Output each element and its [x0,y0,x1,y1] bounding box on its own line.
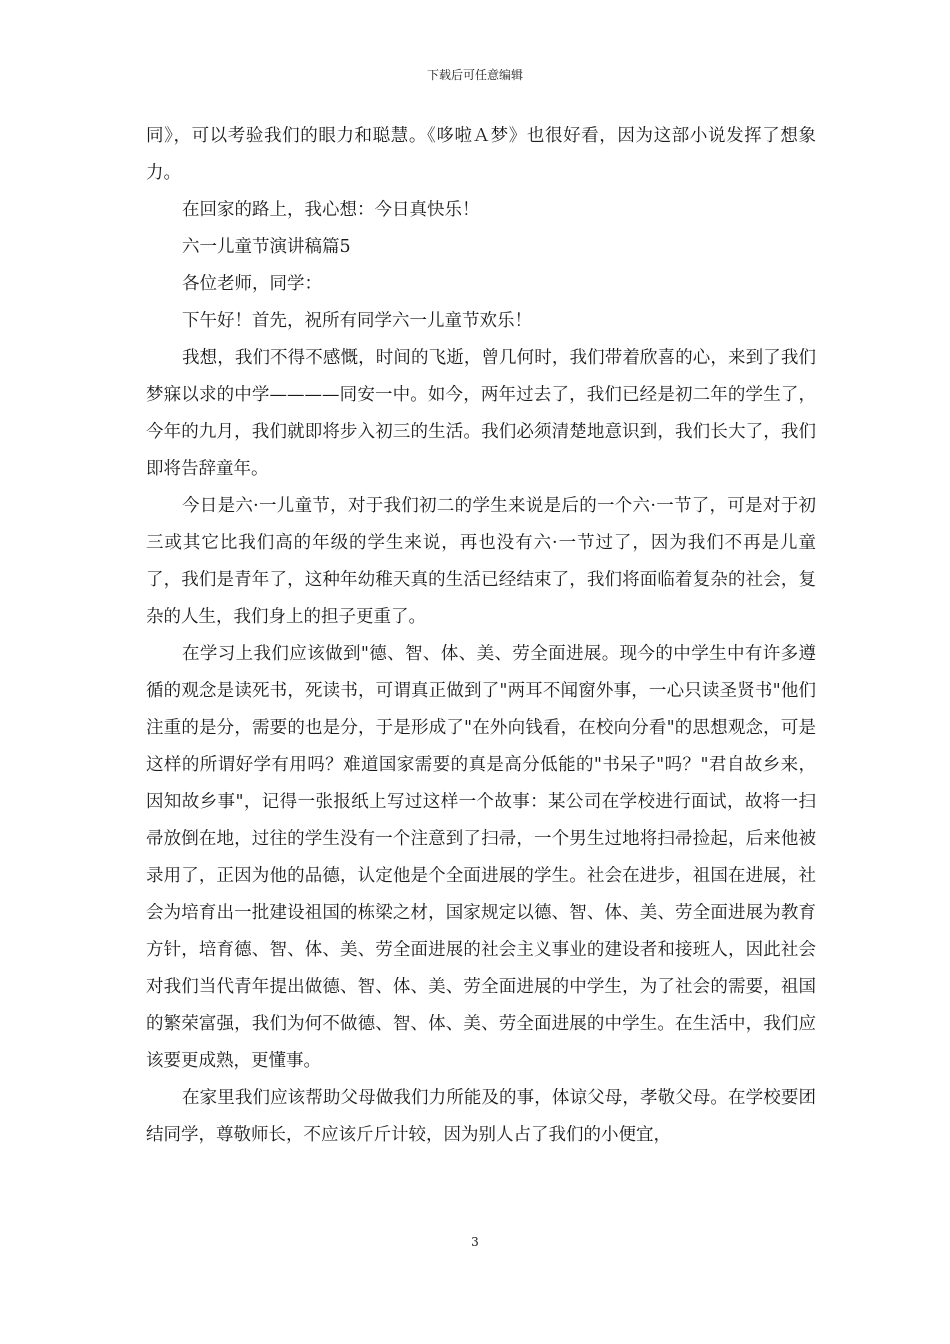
paragraph: 今日是六·一儿童节，对于我们初二的学生来说是后的一个六·一节了，可是对于初三或其它比我们高的年级的学生来说，再也没有六·一节过了，因为我们不再是儿童了，我们是青年了，这种年幼稚天真的生活已经结束了，我们将面临着复杂的社会，复杂的人生，我们身上的担子更重了。 [146,496,816,627]
salutation: 各位老师，同学： [182,274,322,294]
page-header: 下载后可任意编辑 [426,68,523,82]
greeting: 下午好！首先，祝所有同学六一儿童节欢乐！ [182,311,532,331]
paragraph: 在学习上我们应该做到"德、智、体、美、劳全面进展。现今的中学生中有许多遵循的观念是读死书，死读书，可谓真正做到了"两耳不闻窗外事，一心只读圣贤书"他们注重的是分，需要的也是分，于是形成了"在外向钱看，在校向分看"的思想观念，可是这样的所谓好学有用吗？难道国家需要的真是高分低能的"书呆子"吗？"君自故乡来，因知故乡事"，记得一张报纸上写过这样一个故事：某公司在学校进行面试，故将一扫帚放倒在地，过往的学生没有一个注意到了扫帚，一个男生过地将扫帚捡起，后来他被录用了，正因为他的品德，认定他是个全面进展的学生。社会在进步，祖国在进展，社会为培育出一批建设祖国的栋梁之材，国家规定以德、智、体、美、劳全面进展为教育方针，培育德、智、体、美、劳全面进展的社会主义事业的建设者和接班人，因此社会对我们当代青年提出做德、智、体、美、劳全面进展的中学生，为了社会的需要，祖国的繁荣富强，我们为何不做德、智、体、美、劳全面进展的中学生。在生活中，我们应该要更成熟，更懂事。 [146,644,816,1071]
page-number: 3 [471,1235,479,1249]
paragraph: 我想，我们不得不感慨，时间的飞逝，曾几何时，我们带着欣喜的心，来到了我们梦寐以求的中学————同安一中。如今，两年过去了，我们已经是初二年的学生了，今年的九月，我们就即将步入初三的生活。我们必须清楚地意识到，我们长大了，我们即将告辞童年。 [146,348,816,479]
document-body [146,118,816,1154]
section-heading: 六一儿童节演讲稿篇5 [182,237,351,257]
paragraph: 在家里我们应该帮助父母做我们力所能及的事，体谅父母，孝敬父母。在学校要团结同学，尊敬师长，不应该斤斤计较，因为别人占了我们的小便宜， [146,1088,816,1145]
paragraph: 在回家的路上，我心想：今日真快乐！ [182,200,480,220]
paragraph-continuation: 同》，可以考验我们的眼力和聪慧。《哆啦Ａ梦》也很好看，因为这部小说发挥了想象力。 [146,126,816,183]
